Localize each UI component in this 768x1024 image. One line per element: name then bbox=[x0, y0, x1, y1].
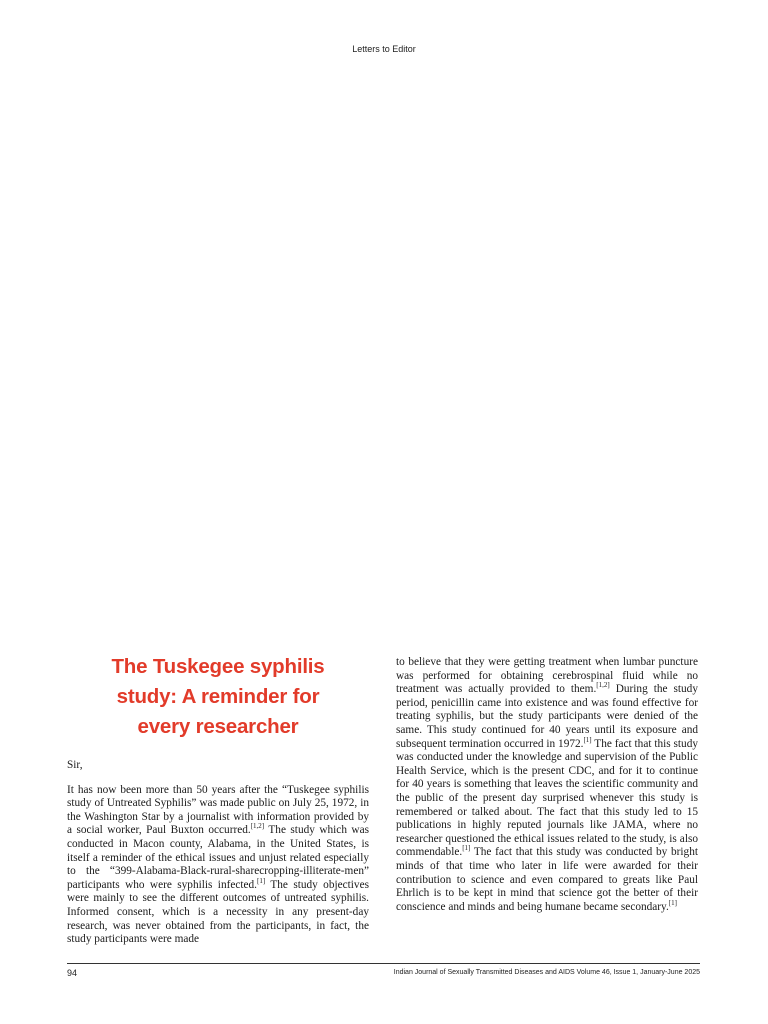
body-text: The fact that this study was conducted by bright minds of that time who later in life were awarded for their contribution to science and even compared to greats like Paul Ehrlich is to be kept in mind that science got the better of their conscience and minds and being humane became secondary. bbox=[396, 846, 698, 913]
body-text: It has now been more than 50 years after the “Tuskegee syphilis study of Untreated Syphilis” was made public on July 25, 1972, in the Washington Star by a journalist with information provided by a social worker, Paul Buxton occurred. bbox=[67, 783, 369, 837]
footer-rule bbox=[67, 963, 700, 964]
citation-marker: [1] bbox=[668, 898, 677, 907]
title-line: study: A reminder for bbox=[116, 685, 320, 708]
body-text: The study which was conducted in Macon county, Alabama, in the United States, is itself a reminder of the ethical issues and unjust related especially to the “399-Alabama-Black-rural-sharecropping-illiterate-men” participants who were syphilis infected. bbox=[67, 824, 369, 891]
running-head: Letters to Editor bbox=[352, 44, 416, 54]
citation-marker: [1] bbox=[583, 735, 592, 744]
page-number: 94 bbox=[67, 968, 78, 978]
body-text: During the study period, penicillin came into existence and was found effective for treating syphilis, but the study participants were denied of the same. This study continued for 40 years until its exposure and subsequent termination occurred in 1972. bbox=[396, 683, 698, 750]
salutation: Sir, bbox=[67, 759, 83, 771]
body-paragraph-right bbox=[396, 656, 698, 914]
citation-marker: [1,2] bbox=[250, 822, 265, 831]
body-paragraph-left bbox=[67, 784, 369, 947]
body-text: to believe that they were getting treatment when lumbar puncture was performed for obtaining cerebrospinal fluid while no treatment was actually provided to them. bbox=[396, 656, 698, 696]
journal-info: Indian Journal of Sexually Transmitted Diseases and AIDS Volume 46, Issue 1, January-June 2025 bbox=[393, 969, 700, 976]
article-title bbox=[67, 652, 369, 742]
left-column bbox=[67, 652, 369, 947]
title-line: every researcher bbox=[137, 715, 299, 738]
body-text: The study objectives were mainly to see the different outcomes of untreated syphilis. Informed consent, which is a necessity in any present-day research, was never obtained from the participants, in fact, the study participants were made bbox=[67, 878, 369, 946]
title-line: The Tuskegee syphilis bbox=[111, 655, 325, 678]
citation-marker: [1] bbox=[257, 876, 266, 885]
right-column bbox=[396, 656, 698, 914]
citation-marker: [1] bbox=[462, 844, 471, 853]
body-text: The fact that this study was conducted under the knowledge and supervision of the Public Health Service, which is the present CDC, and for it to continue for 40 years is something that leaves the scientific community and the public of the present day surprised whenever this study is remembered or talked about. The fact that this study led to 15 publications in highly reputed journals like JAMA, where no researcher questioned the ethical issues related to the study, is also commendable. bbox=[396, 737, 698, 859]
citation-marker: [1,2] bbox=[596, 681, 610, 690]
